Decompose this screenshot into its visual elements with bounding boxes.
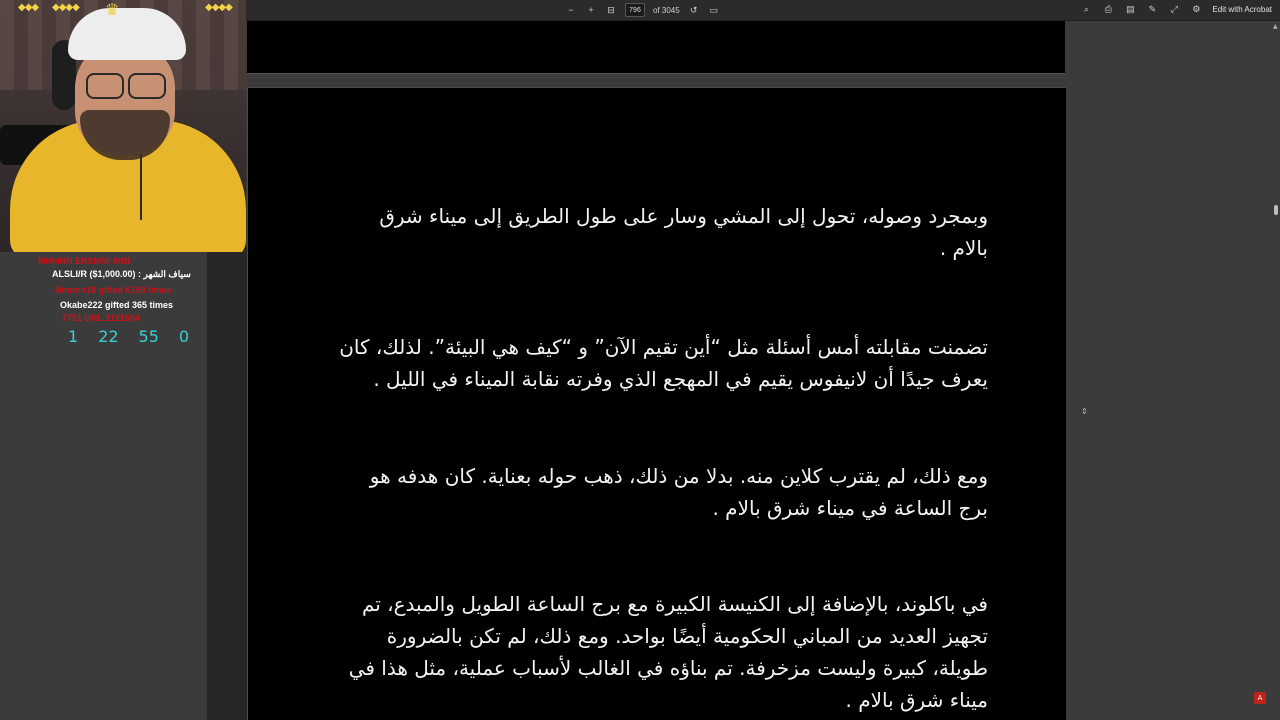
paragraph-line: برج الساعة في ميناء شرق بالام . xyxy=(712,496,988,520)
previous-page xyxy=(247,21,1065,74)
paragraph-line: طويلة، كبيرة وليست مزخرفة. تم بناؤه في الغالب لأسباب عملية، مثل هذا في xyxy=(348,656,988,680)
glasses-right-lens xyxy=(128,73,166,99)
zoom-in-icon[interactable]: + xyxy=(588,5,594,15)
mouse-cursor-icon: ⇕ xyxy=(1081,407,1088,416)
paragraph-line: وبمجرد وصوله، تحول إلى المشي وسار على طول الطريق إلى ميناء شرق xyxy=(379,204,988,228)
paragraph-line: في باكلوند، بالإضافة إلى الكنيسة الكبيرة مع برج الساعة الطويل والمبدع، تم xyxy=(361,592,988,616)
hoodie-string xyxy=(140,150,142,220)
paragraph-2 xyxy=(298,331,988,395)
paragraph-4 xyxy=(298,588,988,716)
paragraph-line: ميناء شرق بالام . xyxy=(845,688,988,712)
print-icon[interactable]: ⎙ xyxy=(1104,4,1112,14)
page-total-label: of 3045 xyxy=(653,5,680,15)
fit-page-icon[interactable]: ⊟ xyxy=(607,5,615,15)
countdown-minutes: 55 xyxy=(138,327,159,346)
crown-icon: ♛ xyxy=(105,0,120,19)
scrollbar-thumb[interactable] xyxy=(1274,205,1278,215)
paragraph-3 xyxy=(298,460,988,524)
gift-line: Okabe222 gifted 365 times xyxy=(60,300,174,310)
decoration-icon: ◆◆◆ xyxy=(18,2,39,13)
countdown-timer xyxy=(68,327,189,346)
countdown-days: 1 xyxy=(68,327,79,346)
white-cap xyxy=(68,8,186,60)
overlay-red-line: Nmnnn19 gifted 6158 times xyxy=(55,285,172,295)
paragraph-line: تضمنت مقابلته أمس أسئلة مثل “أين تقيم الآن” و “كيف هي البيئة”. لذلك، كان xyxy=(339,335,988,359)
settings-icon[interactable]: ⚙ xyxy=(1192,4,1201,14)
decoration-icon: ◆◆◆◆ xyxy=(205,2,232,13)
viewer-side-margin xyxy=(207,246,247,720)
save-icon[interactable]: ▤ xyxy=(1126,4,1135,14)
search-icon[interactable]: ⌕ xyxy=(1083,4,1089,14)
edit-with-acrobat-button[interactable]: Edit with Acrobat xyxy=(1212,4,1272,14)
rotate-icon[interactable]: ↺ xyxy=(689,5,698,15)
webcam-overlay xyxy=(0,0,246,252)
scroll-up-icon[interactable]: ▲ xyxy=(1273,23,1278,30)
countdown-seconds: 0 xyxy=(178,327,190,346)
pdf-page xyxy=(247,87,1066,720)
draw-icon[interactable]: ✎ xyxy=(1148,4,1157,14)
paragraph-line: بالام . xyxy=(939,236,988,260)
glasses-left-lens xyxy=(86,73,124,99)
decoration-icon: ◆◆◆◆ xyxy=(52,2,79,13)
acrobat-logo-icon[interactable]: A xyxy=(1254,692,1266,704)
zoom-out-icon[interactable]: − xyxy=(568,5,574,15)
paragraph-line: يعرف جيدًا أن لانيفوس يقيم في المهجع الذي وفرته نقابة الميناء في الليل . xyxy=(373,367,988,391)
top-donor-line: ALSLI/R ($1,000.00) : سياف الشهر xyxy=(52,269,191,279)
vertical-scrollbar[interactable] xyxy=(1270,21,1280,720)
page-number-input[interactable] xyxy=(625,3,645,17)
expand-icon[interactable]: ⤢ xyxy=(1170,4,1178,14)
paragraph-line: ومع ذلك، لم يقترب كلاين منه. بدلا من ذلك، ذهب حوله بعناية. كان هدفه هو xyxy=(369,464,988,488)
page-navigation xyxy=(565,3,720,17)
page-view-icon[interactable]: ▭ xyxy=(709,5,718,15)
paragraph-line: تجهيز العديد من المباني الحكومية أيضًا بواحد. ومع ذلك، لم تكن بالضرورة xyxy=(386,624,988,648)
overlay-red-line: MNMNN ERSMMI MBI xyxy=(38,256,130,266)
countdown-hours: 22 xyxy=(98,327,119,346)
overlay-red-line: 7751 URL 1121654 xyxy=(62,313,140,323)
paragraph-1 xyxy=(298,200,988,264)
